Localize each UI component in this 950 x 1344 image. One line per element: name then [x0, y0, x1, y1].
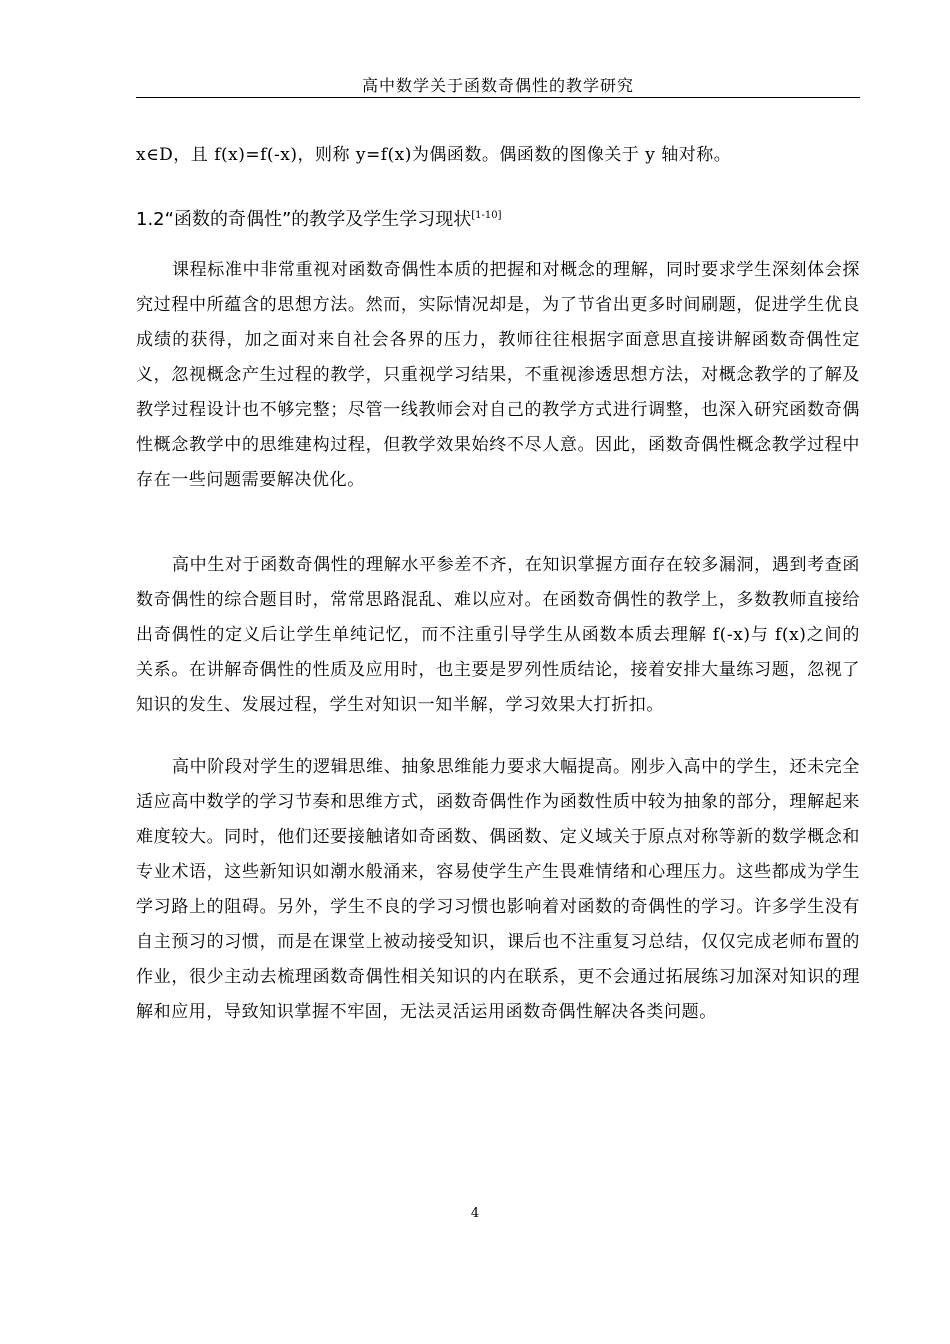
paragraph-3: 高中阶段对学生的逻辑思维、抽象思维能力要求大幅提高。刚步入高中的学生，还未完全适应高中数学的学习节奏和思维方式，函数奇偶性作为函数性质中较为抽象的部分，理解起来难度较大。同时，他们还要接触诸如奇函数、偶函数、定义域关于原点对称等新的数学概念和专业术语，这些新知识如潮水般涌来，容易使学生产生畏难情绪和心理压力。这些都成为学生学习路上的阻碍。另外，学生不良的学习习惯也影响着对函数的奇偶性的学习。许多学生没有自主预习的习惯，而是在课堂上被动接受知识，课后也不注重复习总结，仅仅完成老师布置的作业，很少主动去梳理函数奇偶性相关知识的内在联系，更不会通过拓展练习加深对知识的理解和应用，导致知识掌握不牢固，无法灵活运用函数奇偶性解决各类问题。: [136, 757, 860, 1022]
paragraph-1: 课程标准中非常重视对函数奇偶性本质的把握和对概念的理解，同时要求学生深刻体会探究过程中所蕴含的思想方法。然而，实际情况却是，为了节省出更多时间刷题，促进学生优良成绩的获得，加之面对来自社会各界的压力，教师往往根据字面意思直接讲解函数奇偶性定义，忽视概念产生过程的教学，只重视学习结果，不重视渗透思想方法，对概念教学的了解及教学过程设计也不够完整；尽管一线教师会对自己的教学方式进行调整，也深入研究函数奇偶性概念教学中的思维建构过程，但教学效果始终不尽人意。因此，函数奇偶性概念教学过程中存在一些问题需要解决优化。: [136, 260, 860, 490]
running-header: 高中数学关于函数奇偶性的教学研究: [361, 76, 634, 95]
page-number: 4: [470, 1206, 480, 1221]
section-heading-text: 1.2“函数的奇偶性”的教学及学生学习现状: [136, 209, 472, 230]
header-divider: [136, 97, 860, 98]
citation-ref: [1-10]: [471, 210, 502, 221]
paragraph-2: 高中生对于函数奇偶性的理解水平参差不齐，在知识掌握方面存在较多漏洞，遇到考查函数奇偶性的综合题目时，常常思路混乱、难以应对。在函数奇偶性的教学上，多数教师直接给出奇偶性的定义后让学生单纯记忆，而不注重引导学生从函数本质去理解 f(-x)与 f(x)之间的关系。在讲解奇偶性的性质及应用时，也主要是罗列性质结论，接着安排大量练习题，忽视了知识的发生、发展过程，学生对知识一知半解，学习效果大打折扣。: [136, 555, 860, 715]
intro-line: x∈D，且 f(x)=f(-x)，则称 y=f(x)为偶函数。偶函数的图像关于 y 轴对称。: [136, 145, 732, 165]
section-heading: [136, 201, 860, 235]
page-body: [136, 139, 860, 1057]
